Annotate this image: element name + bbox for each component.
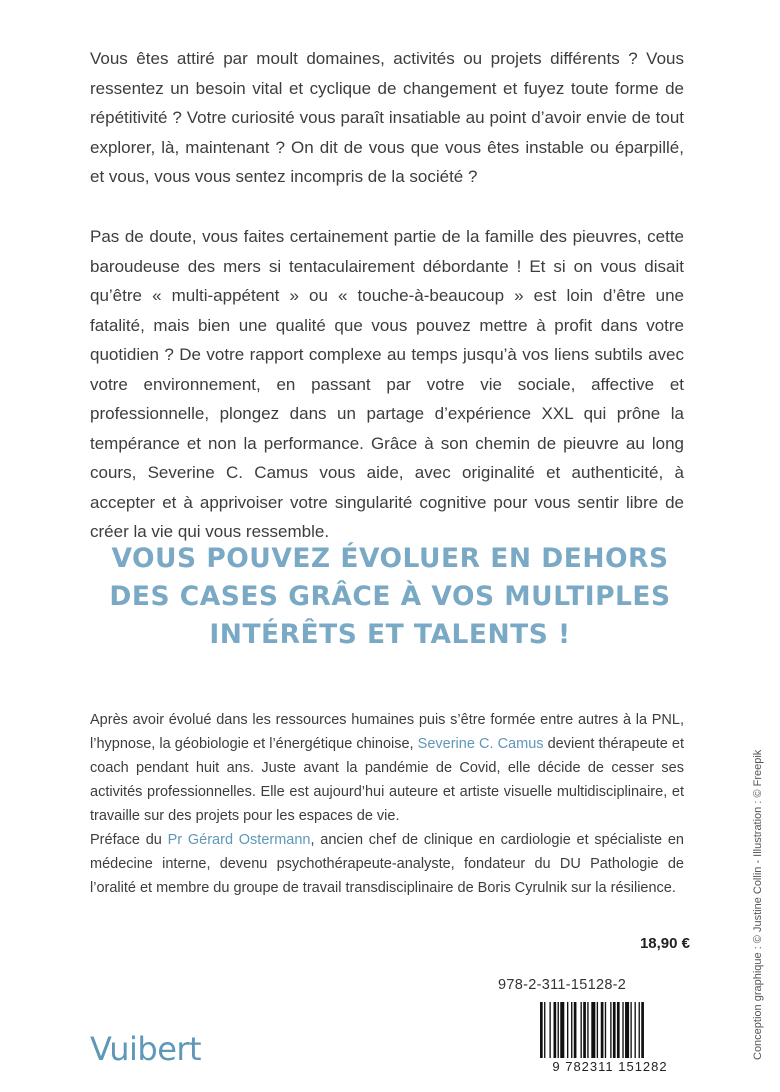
barcode-bar <box>591 1002 595 1064</box>
preface-note <box>90 828 684 900</box>
barcode-bar <box>544 1002 545 1064</box>
barcode-bar <box>587 1002 588 1064</box>
price: 18,90 € <box>639 935 690 952</box>
barcode-bar <box>635 1002 636 1064</box>
barcode-bar <box>558 1002 559 1064</box>
preface-author-name: Pr Gérard Ostermann <box>167 832 311 848</box>
barcode-bar <box>639 1002 640 1064</box>
barcode-bar <box>540 1002 543 1064</box>
barcode-bar <box>622 1002 623 1064</box>
barcode-bar <box>571 1002 572 1064</box>
headline-line-2: DES CASES GRÂCE À VOS MULTIPLES <box>109 581 671 612</box>
author-name: Severine C. Camus <box>417 736 544 752</box>
author-bio-start: Après avoir évolué dans les ressources humaines puis s’être formée entre autres à la PNL, l’hypnose, la géobiologie et l’énergétique chinoise, <box>90 712 684 752</box>
author-bio-end: devient thérapeute et coach pendant huit ans. Juste avant la pandémie de Covid, elle décide de cesser ses activités professionnelles. Elle est aujourd’hui auteure et artiste visuelle multidisciplinaire, et travaille sur des projets pour les espaces de vie. <box>90 736 684 824</box>
barcode-bar <box>560 1002 564 1064</box>
barcode-bar <box>625 1002 629 1064</box>
barcode-bar <box>630 1002 631 1064</box>
barcode-bar <box>583 1002 586 1064</box>
barcode-bar <box>613 1002 616 1064</box>
barcode-bar <box>610 1002 611 1064</box>
barcode-bar <box>641 1002 644 1064</box>
publisher-logo: Vuibert <box>90 1030 202 1068</box>
barcode <box>530 1002 690 1074</box>
design-credits: Conception graphique : © Justine Collin - Illustration : © Freepik <box>752 749 764 1060</box>
barcode-bars <box>540 1002 644 1064</box>
preface-start: Préface du <box>90 832 168 848</box>
intro-paragraph-2: Pas de doute, vous faites certainement partie de la famille des pieuvres, cette baroudeuse des mers si tentaculairement débordante ! Et si on vous disait qu’être « multi-appétent » ou « touche-à-beaucoup » est loin d’être une fatalité, mais bien une qualité que vous pouvez mettre à profit dans votre quotidien ? De votre rapport complexe au temps jusqu’à vos liens subtils avec votre environnement, en passant par votre vie sociale, affective et professionnelle, plongez dans un partage d’expérience XXL qui prône la tempérance et non la performance. Grâce à son chemin de pieuvre au long cours, Severine C. Camus vous aide, avec originalité et authenticité, à accepter et à apprivoiser votre singularité cognitive pour vous sentir libre de créer la vie qui vous ressemble. <box>90 227 684 541</box>
barcode-bar <box>601 1002 604 1064</box>
barcode-bar <box>574 1002 577 1064</box>
barcode-bar <box>549 1002 550 1064</box>
headline-line-1: VOUS POUVEZ ÉVOLUER EN DEHORS <box>111 543 669 574</box>
barcode-bar <box>605 1002 606 1064</box>
barcode-bar <box>567 1002 568 1064</box>
intro-paragraph-1: Vous êtes attiré par moult domaines, activités ou projets différents ? Vous ressentez un besoin vital et cyclique de changement et fuyez toute forme de répétitivité ? Votre curiosité vous paraît insatiable au point d’avoir envie de tout explorer, là, maintenant ? On dit de vous que vous êtes instable ou éparpillé, et vous, vous vous sentez incompris de la société ? <box>90 49 684 186</box>
preface-end: , ancien chef de clinique en cardiologie et spécialiste en médecine interne, devenu psychothérapeute-analyste, fondateur du DU Pathologie de l’oralité et membre du groupe de travail transdisciplinaire de Boris Cyrulnik sur la résilience. <box>90 832 684 896</box>
barcode-bar <box>581 1002 582 1064</box>
barcode-bar <box>554 1002 557 1064</box>
author-bio <box>90 708 684 828</box>
headline-line-3: INTÉRÊTS ET TALENTS ! <box>209 619 571 650</box>
barcode-bar <box>617 1002 620 1064</box>
headline <box>60 540 720 654</box>
isbn: 978-2-311-15128-2 <box>498 977 627 993</box>
barcode-digits: 9 782311 151282 <box>552 1059 668 1074</box>
barcode-bar <box>597 1002 598 1064</box>
